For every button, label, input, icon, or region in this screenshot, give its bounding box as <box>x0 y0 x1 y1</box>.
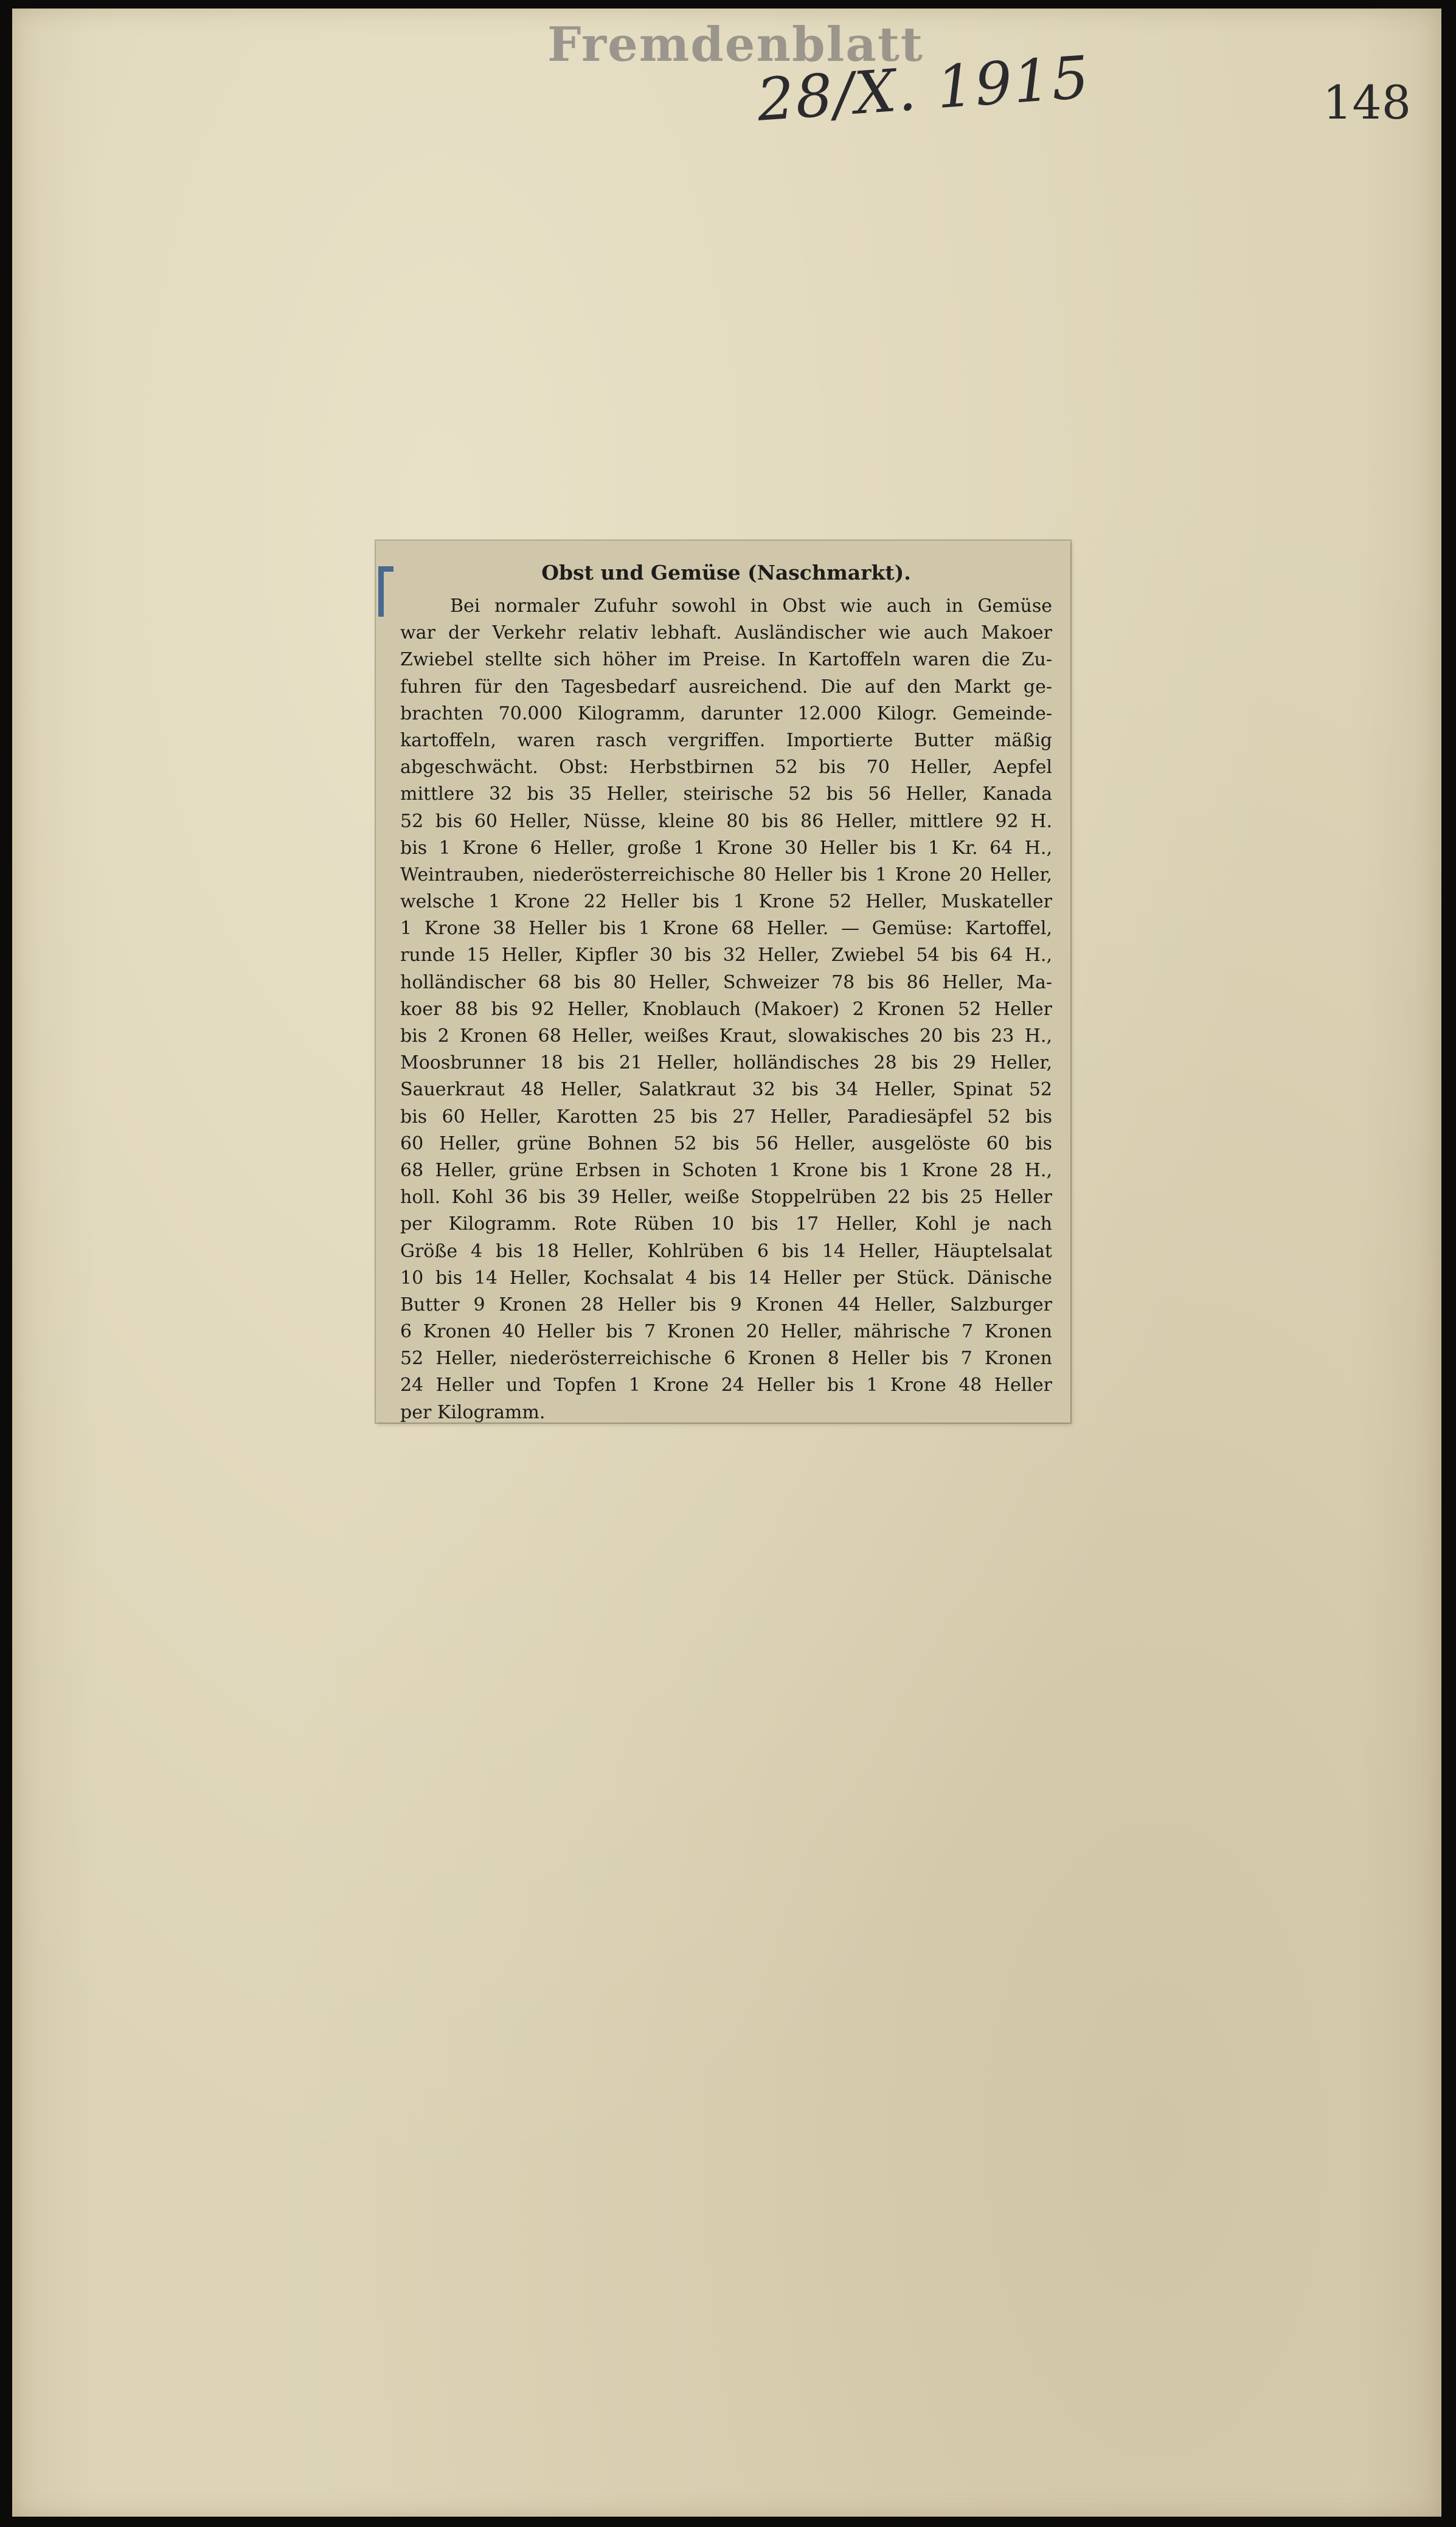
text-line: Butter 9 Kronen 28 Heller bis 9 Kronen 44 Heller, Salzburger <box>400 1294 1052 1315</box>
text-line: Größe 4 bis 18 Heller, Kohlrüben 6 bis 14 Heller, Häuptelsalat <box>400 1240 1052 1262</box>
page-number: 148 <box>1323 75 1412 130</box>
text-line: koer 88 bis 92 Heller, Knoblauch (Makoer) 2 Kronen 52 Heller <box>400 998 1052 1020</box>
text-line: 52 Heller, niederösterreichische 6 Kronen 8 Heller bis 7 Kronen <box>400 1348 1052 1370</box>
text-line: per Kilogramm. Rote Rüben 10 bis 17 Heller, Kohl je nach <box>400 1213 1052 1235</box>
handwritten-date: 28/X. 1915 <box>755 43 1092 134</box>
text-line: Moosbrunner 18 bis 21 Heller, holländisches 28 bis 29 Heller, <box>400 1052 1052 1074</box>
clipping-title: Obst und Gemüse (Naschmarkt). <box>541 561 911 584</box>
text-line: 1 Krone 38 Heller bis 1 Krone 68 Heller. — Gemüse: Kartoffel, <box>400 918 1052 940</box>
text-line: per Kilogramm. <box>400 1401 546 1423</box>
text-line: bis 2 Kronen 68 Heller, weißes Kraut, slowakisches 20 bis 23 H., <box>400 1025 1052 1047</box>
text-line: abgeschwächt. Obst: Herbstbirnen 52 bis 70 Heller, Aepfel <box>400 757 1052 778</box>
text-line: Zwiebel stellte sich höher im Preise. In Kartoffeln waren die Zu- <box>400 649 1052 671</box>
text-line: Weintrauben, niederösterreichische 80 Heller bis 1 Krone 20 Heller, <box>400 864 1052 886</box>
archive-sheet <box>12 9 1441 2517</box>
text-line: 68 Heller, grüne Erbsen in Schoten 1 Krone bis 1 Krone 28 H., <box>400 1159 1052 1181</box>
text-line: 10 bis 14 Heller, Kochsalat 4 bis 14 Heller per Stück. Dänische <box>400 1267 1052 1289</box>
text-line: 24 Heller und Topfen 1 Krone 24 Heller bis 1 Krone 48 Heller <box>400 1374 1052 1396</box>
text-line: bis 60 Heller, Karotten 25 bis 27 Heller, Paradiesäpfel 52 bis <box>400 1106 1052 1128</box>
text-line: welsche 1 Krone 22 Heller bis 1 Krone 52 Heller, Muskateller <box>400 891 1052 913</box>
text-line: Bei normaler Zufuhr sowohl in Obst wie auch in Gemüse <box>450 595 1052 617</box>
text-line: holl. Kohl 36 bis 39 Heller, weiße Stoppelrüben 22 bis 25 Heller <box>400 1187 1052 1208</box>
text-line: brachten 70.000 Kilogramm, darunter 12.000 Kilogr. Gemeinde- <box>400 702 1052 724</box>
newspaper-stamp: Fremdenblatt <box>547 17 924 72</box>
newspaper-clipping <box>376 541 1070 1423</box>
text-line: 52 bis 60 Heller, Nüsse, kleine 80 bis 86 Heller, mittlere 92 H. <box>400 810 1052 832</box>
clipping-body <box>400 593 1052 1426</box>
text-line: bis 1 Krone 6 Heller, große 1 Krone 30 Heller bis 1 Kr. 64 H., <box>400 837 1052 859</box>
text-line: 60 Heller, grüne Bohnen 52 bis 56 Heller, ausgelöste 60 bis <box>400 1132 1052 1154</box>
text-line: mittlere 32 bis 35 Heller, steirische 52 bis 56 Heller, Kanada <box>400 783 1052 805</box>
text-line: war der Verkehr relativ lebhaft. Ausländischer wie auch Makoer <box>400 622 1052 644</box>
blue-pencil-mark <box>378 566 393 617</box>
text-line: runde 15 Heller, Kipfler 30 bis 32 Heller, Zwiebel 54 bis 64 H., <box>400 945 1052 966</box>
text-line: kartoffeln, waren rasch vergriffen. Importierte Butter mäßig <box>400 729 1052 751</box>
text-line: fuhren für den Tagesbedarf ausreichend. Die auf den Markt ge- <box>400 676 1052 698</box>
text-line: holländischer 68 bis 80 Heller, Schweizer 78 bis 86 Heller, Ma- <box>400 971 1052 993</box>
text-line: 6 Kronen 40 Heller bis 7 Kronen 20 Heller, mährische 7 Kronen <box>400 1321 1052 1343</box>
text-line: Sauerkraut 48 Heller, Salatkraut 32 bis 34 Heller, Spinat 52 <box>400 1079 1052 1101</box>
